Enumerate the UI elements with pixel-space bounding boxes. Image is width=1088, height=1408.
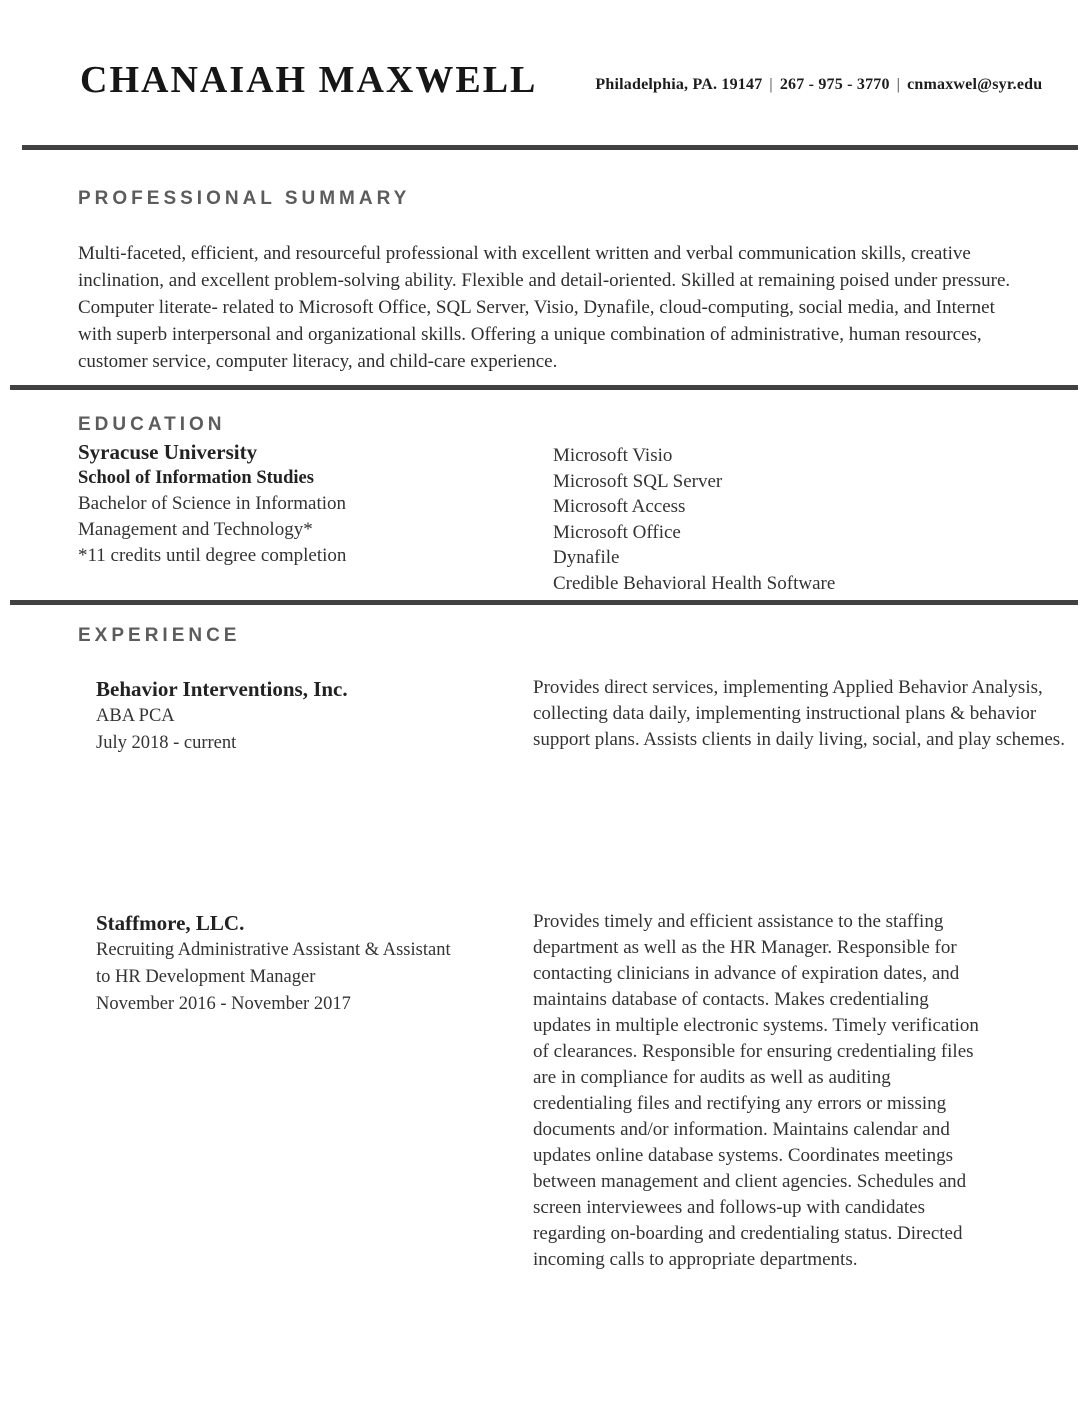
job-description-column — [533, 675, 1065, 757]
contact-email: cnmaxwel@syr.edu — [907, 76, 1043, 93]
job-company: Staffmore, LLC. — [96, 911, 245, 935]
education-columns — [78, 439, 1088, 596]
skill-item: Microsoft SQL Server — [553, 470, 723, 492]
job-dates: July 2018 - current — [96, 733, 237, 753]
section-experience — [0, 605, 1088, 1273]
job-meta — [78, 675, 533, 757]
job-dates: November 2016 - November 2017 — [96, 994, 351, 1014]
education-details — [78, 439, 553, 596]
summary-heading: PROFESSIONAL SUMMARY — [78, 188, 411, 209]
job-title: ABA PCA — [96, 706, 175, 726]
education-degree: Bachelor of Science in Information Management and Technology* — [78, 493, 347, 540]
skill-item: Dynafile — [553, 547, 620, 568]
section-education — [0, 390, 1088, 596]
job-company: Behavior Interventions, Inc. — [96, 677, 348, 701]
skill-item: Microsoft Visio — [553, 445, 673, 466]
job-meta — [78, 909, 533, 1273]
contact-separator: | — [769, 76, 773, 93]
section-professional-summary — [0, 150, 1088, 375]
job-description: Provides direct services, implementing Applied Behavior Analysis, collecting data daily, implementing instructional plans & behavior support plans. Assists clients in daily living, social, and play schemes. — [533, 677, 1065, 750]
header — [0, 0, 1088, 102]
contact-separator: | — [896, 76, 901, 93]
job-entry — [78, 675, 1088, 757]
education-department: School of Information Studies — [78, 468, 314, 488]
skill-item: Microsoft Office — [553, 521, 681, 543]
skill-item: Microsoft Access — [553, 496, 686, 517]
job-entry — [78, 909, 1088, 1273]
contact-phone: 267 - 975 - 3770 — [779, 76, 890, 93]
skills-list — [553, 443, 835, 596]
contact-location: Philadelphia, PA. 19147 — [595, 76, 763, 93]
candidate-name: CHANAIAH MAXWELL — [80, 59, 538, 101]
summary-text: Multi-faceted, efficient, and resourceful professional with excellent written and verbal communication skills, creative inclination, and excellent problem-solving ability. Flexible and detail-oriented. Skilled at remaining poised under pressure. Computer literate- related to Microsoft Office, SQL Server, Visio, Dynafile, cloud-computing, social media, and Internet with superb interpersonal and organizational skills. Offering a unique combination of administrative, human resources, customer service, computer literacy, and child-care experience. — [78, 243, 1011, 372]
job-title: Recruiting Administrative Assistant & Assistant to HR Development Manager — [96, 940, 451, 987]
education-school: Syracuse University — [78, 440, 258, 464]
experience-heading: EXPERIENCE — [78, 625, 241, 646]
education-heading: EDUCATION — [78, 414, 226, 435]
education-note: *11 credits until degree completion — [78, 545, 347, 566]
contact-info — [595, 76, 1042, 94]
skill-item: Credible Behavioral Health Software — [553, 572, 836, 594]
job-description-column — [533, 909, 1003, 1273]
job-description: Provides timely and efficient assistance to the staffing department as well as the HR Manager. Responsible for contacting clinicians in advance of expiration dates, and maintains database of contacts. Makes credentialing updates in multiple electronic systems. Timely verification of clearances. Responsible for ensuring credentialing files are in compliance for audits as well as auditing credentialing files and rectifying any errors or missing documents and/or information. Maintains calendar and updates online database systems. Coordinates meetings between management and client agencies. Schedules and screen interviewees and follows-up with candidates regarding on-boarding and credentialing status. Directed incoming calls to appropriate departments. — [533, 911, 979, 1270]
